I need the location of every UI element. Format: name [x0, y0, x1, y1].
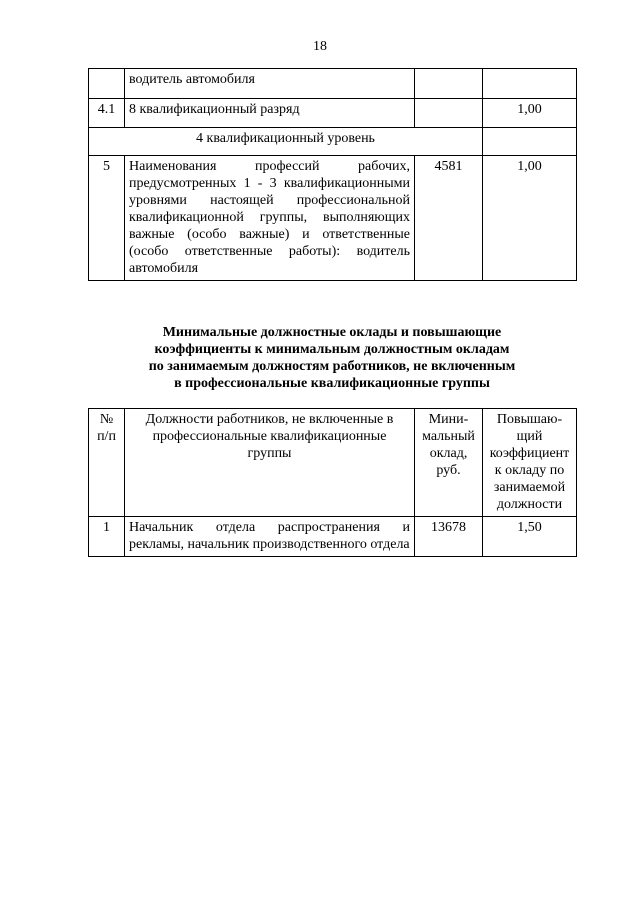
- coefficient-cell: 1,00: [483, 99, 577, 128]
- row-number-cell: 4.1: [89, 99, 125, 128]
- row-number-cell: [89, 69, 125, 99]
- coefficient-cell: 1,00: [483, 156, 577, 281]
- header-position: Должности работников, не включенные в профессиональные квалификационные группы: [125, 409, 415, 517]
- heading-line: Минимальные должностные оклады и повышающие: [162, 325, 502, 340]
- coefficient-cell: [483, 69, 577, 99]
- row-number-cell: 1: [89, 517, 125, 557]
- header-salary: Мини-мальный оклад, руб.: [415, 409, 483, 517]
- heading-line: по занимаемым должностям работников, не включенным: [148, 359, 516, 374]
- table-row: [89, 517, 577, 557]
- row-number-cell: 5: [89, 156, 125, 281]
- profession-name-cell: водитель автомобиля: [125, 69, 415, 99]
- header-number: № п/п: [89, 409, 125, 517]
- empty-cell: [483, 128, 577, 156]
- heading-line: коэффициенты к минимальным должностным окладам: [154, 342, 510, 357]
- positions-table: [88, 408, 577, 557]
- profession-name-cell: 8 квалификационный разряд: [125, 99, 415, 128]
- header-coefficient: Повышаю-щий коэффициент к окладу по занимаемой должности: [483, 409, 577, 517]
- page-number: 18: [313, 39, 327, 54]
- qualification-level-cell: 4 квалификационный уровень: [89, 128, 483, 156]
- table-row: [89, 69, 577, 99]
- table-row: [89, 156, 577, 281]
- table-row: [89, 99, 577, 128]
- table-header-row: [89, 409, 577, 517]
- salary-cell: [415, 69, 483, 99]
- position-name-cell: Начальник отдела распространения и рекламы, начальник производственного отдела: [125, 517, 415, 557]
- professions-table: [88, 68, 577, 281]
- coefficient-cell: 1,50: [483, 517, 577, 557]
- salary-cell: 13678: [415, 517, 483, 557]
- heading-line: в профессиональные квалификационные группы: [174, 376, 490, 391]
- table-row: [89, 128, 577, 156]
- section-heading: [88, 324, 576, 392]
- salary-cell: [415, 99, 483, 128]
- profession-name-cell: Наименования профессий рабочих, предусмотренных 1 - 3 квалификационными уровнями настоящей профессиональной квалификационной группы, выполняющих важные (особо важные) и ответственные (особо ответственные работы): водитель автомобиля: [125, 156, 415, 281]
- salary-cell: 4581: [415, 156, 483, 281]
